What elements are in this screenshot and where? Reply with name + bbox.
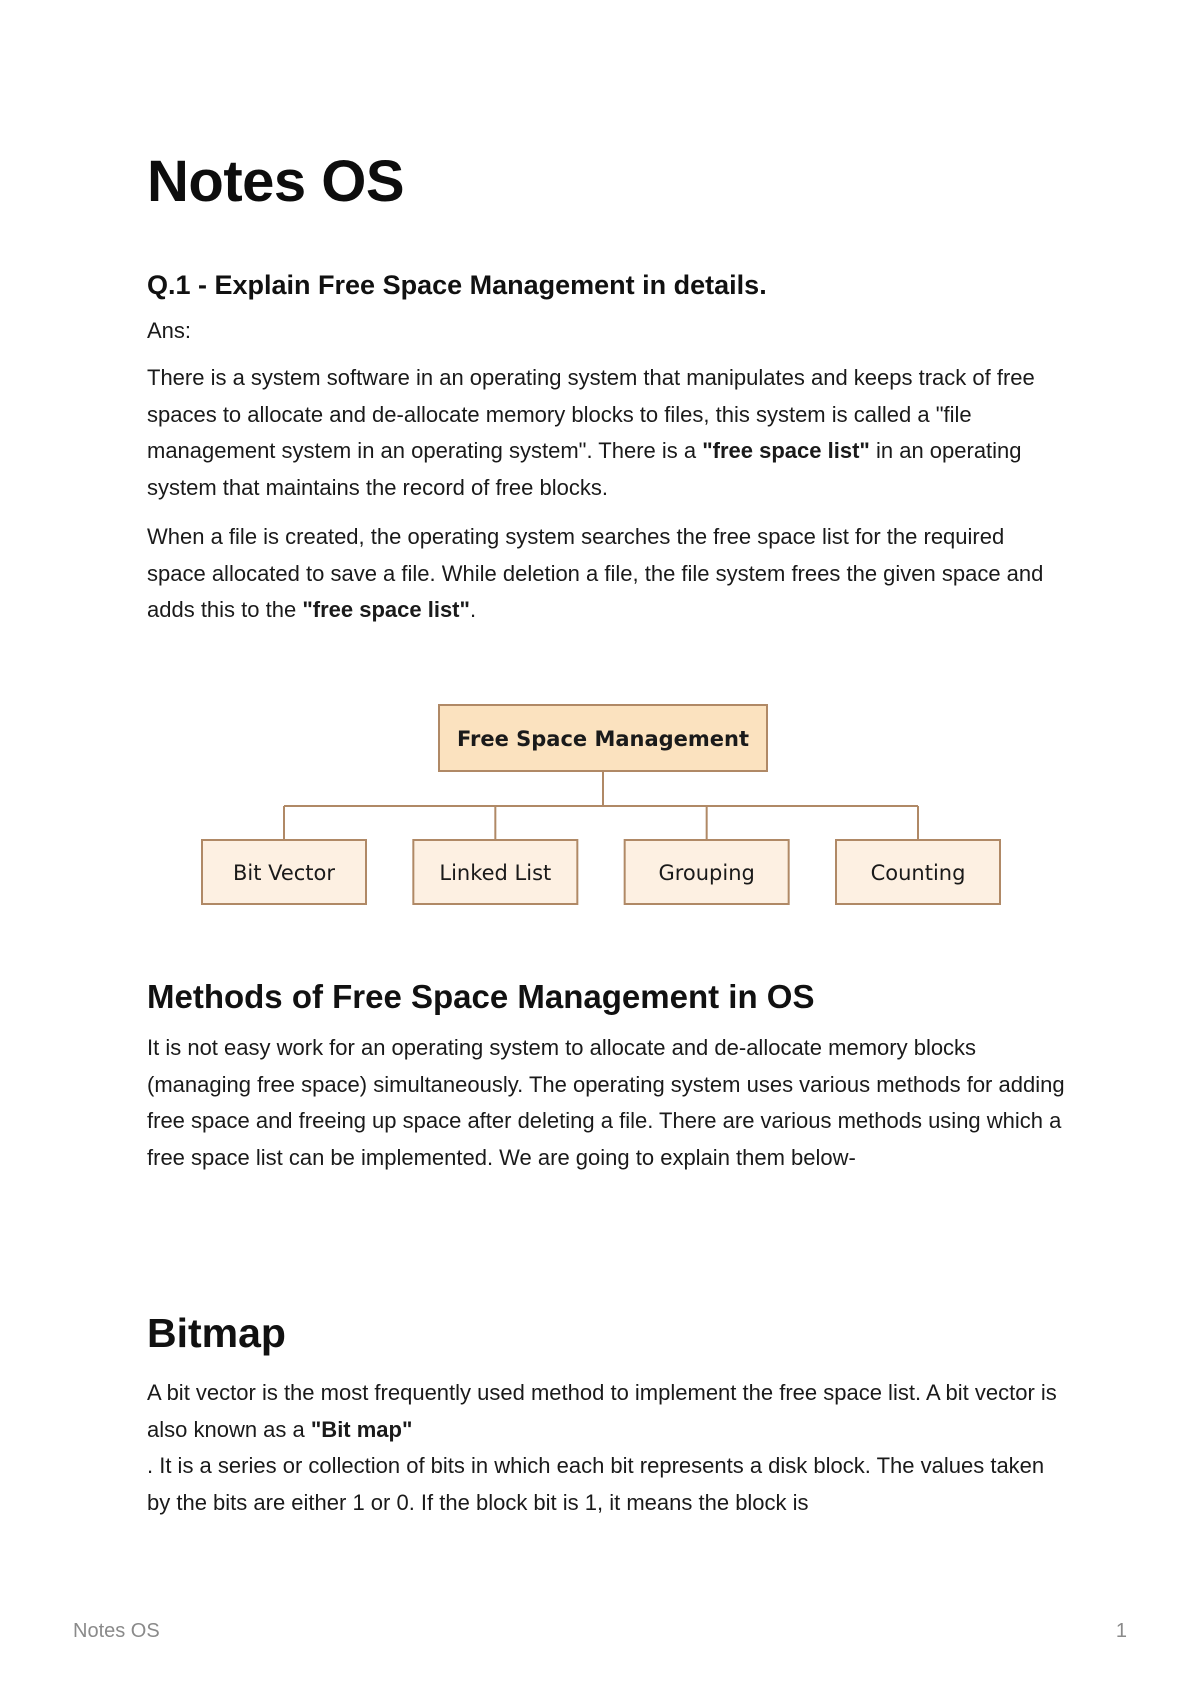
diagram-child-node bbox=[625, 840, 789, 904]
file-creation-paragraph bbox=[147, 519, 1067, 629]
diagram-root-node bbox=[439, 705, 767, 771]
file-creation-text-2: . bbox=[469, 597, 477, 622]
bitmap-text-1: A bit vector is the most frequently used method to implement the free space list. A bit vector is also known as a bbox=[147, 1380, 1057, 1442]
diagram-root-label: Free Space Management bbox=[456, 727, 750, 751]
diagram-child-label: Grouping bbox=[658, 861, 755, 885]
methods-paragraph: It is not easy work for an operating system to allocate and de-allocate memory blocks (managing free space) simultaneously. The operating system uses various methods for adding free space and freeing up space after deleting a file. There are various methods using which a free space list can be implemented. We are going to explain them below- bbox=[147, 1035, 1065, 1170]
question-heading: Q.1 - Explain Free Space Management in details. bbox=[147, 270, 767, 300]
diagram-children bbox=[202, 840, 1000, 904]
page-title: Notes OS bbox=[147, 149, 405, 214]
file-creation-bold: "free space list" bbox=[302, 597, 470, 622]
diagram-child-node bbox=[202, 840, 366, 904]
bitmap-heading: Bitmap bbox=[147, 1310, 286, 1356]
intro-bold-free-space-list: "free space list" bbox=[702, 438, 870, 463]
diagram-child-label: Counting bbox=[870, 861, 966, 885]
bitmap-bold-bit-map: "Bit map" bbox=[310, 1416, 413, 1442]
methods-heading: Methods of Free Space Management in OS bbox=[147, 978, 815, 1015]
answer-label: Ans: bbox=[147, 318, 192, 343]
intro-text-1: There is a system software in an operating system that manipulates and keeps track of free spaces to allocate and de-allocate memory blocks to files, this system is called a "file management system in an operating system". There is a bbox=[147, 365, 1035, 463]
diagram-connectors bbox=[284, 771, 918, 840]
diagram-child-label: Linked List bbox=[439, 861, 552, 885]
page-number: 1 bbox=[1115, 1620, 1127, 1642]
file-creation-text-1: When a file is created, the operating system searches the free space list for the required space allocated to save a file. While deletion a file, the file system frees the given space and adds this to the bbox=[147, 524, 1044, 622]
bitmap-text-2: . It is a series or collection of bits in which each bit represents a disk block. The values taken by the bits are either 1 or 0. If the block bit is 1, it means the block is bbox=[147, 1453, 1045, 1515]
intro-paragraph bbox=[147, 360, 1067, 506]
diagram-child-node bbox=[836, 840, 1000, 904]
free-space-diagram bbox=[200, 700, 1002, 910]
intro-text-2: in an operating system that maintains the record of free blocks. bbox=[147, 438, 1022, 500]
footer-title: Notes OS bbox=[73, 1620, 160, 1642]
diagram-child-label: Bit Vector bbox=[232, 861, 336, 885]
diagram-child-node bbox=[413, 840, 577, 904]
bitmap-paragraph bbox=[147, 1375, 1067, 1521]
